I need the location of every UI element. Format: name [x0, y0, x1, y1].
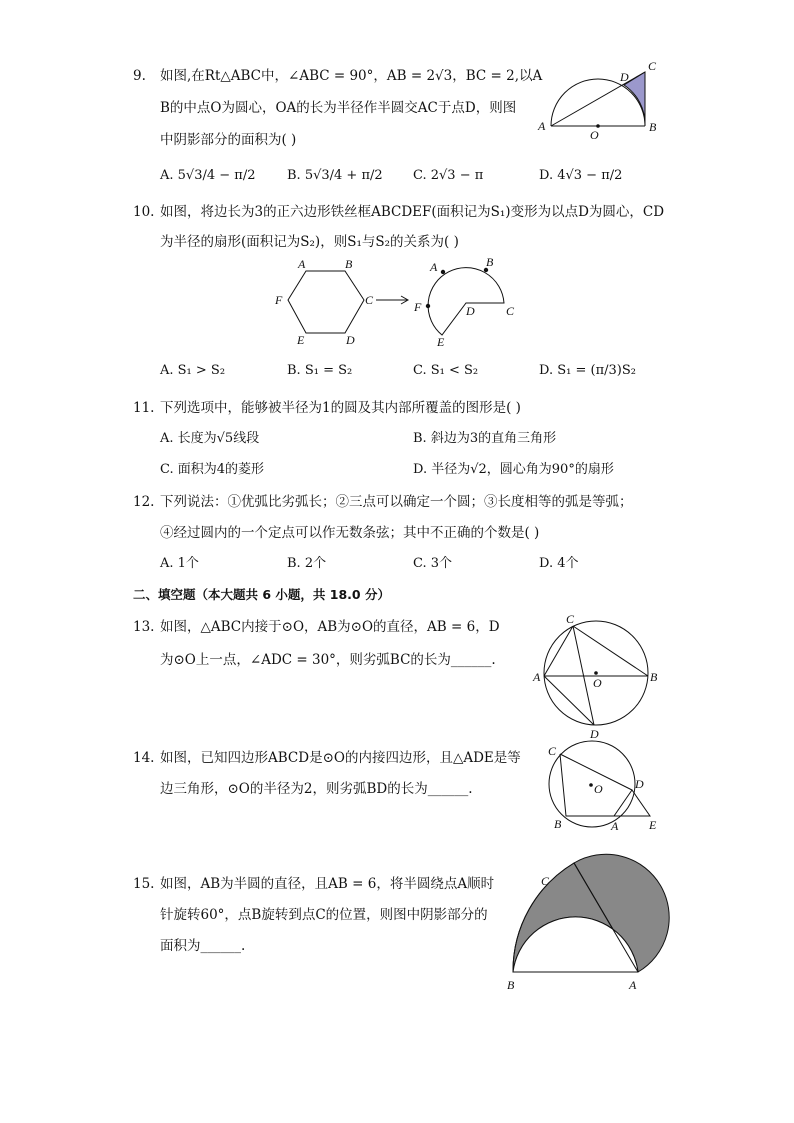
- q10-option-b[interactable]: B. S₁ = S₂: [287, 363, 353, 378]
- q10-sector-label-f: F: [414, 300, 422, 314]
- q12-option-a[interactable]: A. 1个: [160, 556, 199, 571]
- q10-stem-line1: 如图，将边长为3的正六边形铁丝框ABCDEF(面积记为S₁)变形为以点D为圆心，CD: [160, 204, 665, 220]
- q10-sector-label-b: B: [486, 255, 494, 269]
- q14-number: 14.: [133, 750, 155, 766]
- q11-option-c[interactable]: C. 面积为4的菱形: [160, 462, 265, 477]
- q14-label-b: B: [554, 817, 562, 831]
- q12-option-c[interactable]: C. 3个: [413, 556, 453, 571]
- q12-option-d[interactable]: D. 4个: [539, 556, 579, 571]
- q10-hex-label-c: C: [365, 293, 374, 307]
- q13-label-c: C: [566, 612, 575, 626]
- q10-hex-label-a: A: [298, 257, 306, 271]
- q10-sector-label-a: A: [430, 260, 438, 274]
- q9-stem-line2: B的中点O为圆心，OA的长为半径作半圆交AC于点D，则图: [160, 100, 517, 116]
- q9-stem-line3: 中阴影部分的面积为( ): [160, 132, 297, 148]
- q10-option-c[interactable]: C. S₁ < S₂: [413, 363, 479, 378]
- q10-number: 10.: [133, 204, 155, 220]
- q11-option-a[interactable]: A. 长度为√5线段: [160, 431, 260, 446]
- q11-stem: 下列选项中，能够被半径为1的圆及其内部所覆盖的图形是( ): [160, 400, 521, 416]
- q9-option-b[interactable]: B. 5√3/4 + π/2: [287, 168, 383, 183]
- q11-number: 11.: [133, 400, 155, 416]
- q10-sector-label-d: D: [466, 304, 475, 318]
- q9-label-d: D: [620, 70, 629, 84]
- q10-sector-label-c: C: [506, 304, 515, 318]
- q14-stem-line2: 边三角形，⊙O的半径为2，则劣弧BD的长为______.: [160, 781, 473, 797]
- q15-label-a: A: [629, 978, 637, 992]
- section-title-fill-in: 二、填空题（本大题共 6 小题，共 18.0 分）: [133, 587, 390, 602]
- q12-number: 12.: [133, 494, 155, 510]
- q13-stem-line2: 为⊙O上一点，∠ADC = 30°，则劣弧BC的长为______.: [160, 652, 496, 668]
- q15-stem-line3: 面积为______.: [160, 938, 246, 954]
- q9-option-d[interactable]: D. 4√3 − π/2: [539, 168, 623, 183]
- q10-stem-line2: 为半径的扇形(面积记为S₂)，则S₁与S₂的关系为( ): [160, 234, 459, 250]
- q13-label-d: D: [590, 727, 599, 741]
- q10-hex-label-e: E: [297, 333, 305, 347]
- q12-stem-line2: ④经过圆内的一个定点可以作无数条弦；其中不正确的个数是( ): [160, 525, 540, 541]
- q14-label-a: A: [611, 819, 619, 833]
- q10-option-a[interactable]: A. S₁ > S₂: [160, 363, 226, 378]
- q13-label-o: O: [593, 676, 602, 690]
- q10-hex-label-b: B: [345, 257, 353, 271]
- q9-option-c[interactable]: C. 2√3 − π: [413, 168, 484, 183]
- q14-label-d: D: [635, 777, 644, 791]
- q15-label-c: C: [541, 874, 550, 888]
- q14-label-c: C: [548, 744, 557, 758]
- q13-label-b: B: [650, 670, 658, 684]
- q9-option-a[interactable]: A. 5√3/4 − π/2: [160, 168, 256, 183]
- q13-number: 13.: [133, 619, 155, 635]
- q13-stem-line1: 如图，△ABC内接于⊙O，AB为⊙O的直径，AB = 6，D: [160, 619, 500, 635]
- q9-stem-line1: 如图,在Rt△ABC中，∠ABC = 90°，AB = 2√3，BC = 2,以A: [160, 68, 543, 84]
- q9-number: 9.: [133, 68, 146, 84]
- q14-label-e: E: [649, 818, 657, 832]
- q15-stem-line2: 针旋转60°，点B旋转到点C的位置，则图中阴影部分的: [160, 907, 488, 923]
- q9-label-a: A: [538, 119, 546, 133]
- q11-option-d[interactable]: D. 半径为√2，圆心角为90°的扇形: [413, 462, 614, 477]
- q13-label-a: A: [533, 670, 541, 684]
- q12-stem-line1: 下列说法：①优弧比劣弧长；②三点可以确定一个圆；③长度相等的弧是等弧；: [160, 494, 633, 510]
- q9-label-o: O: [590, 128, 599, 142]
- q14-label-o: O: [594, 782, 603, 796]
- q10-sector-label-e: E: [437, 335, 445, 349]
- q12-option-b[interactable]: B. 2个: [287, 556, 327, 571]
- q9-label-b: B: [649, 120, 657, 134]
- q10-option-d[interactable]: D. S₁ = (π/3)S₂: [539, 363, 636, 378]
- q14-stem-line1: 如图，已知四边形ABCD是⊙O的内接四边形，且△ADE是等: [160, 750, 521, 766]
- q10-hex-label-f: F: [275, 293, 283, 307]
- q11-option-b[interactable]: B. 斜边为3的直角三角形: [413, 431, 557, 446]
- q10-hex-label-d: D: [346, 333, 355, 347]
- q9-label-c: C: [648, 59, 657, 73]
- q15-label-b: B: [507, 978, 515, 992]
- q15-number: 15.: [133, 876, 155, 892]
- q15-stem-line1: 如图，AB为半圆的直径，且AB = 6，将半圆绕点A顺时: [160, 876, 495, 892]
